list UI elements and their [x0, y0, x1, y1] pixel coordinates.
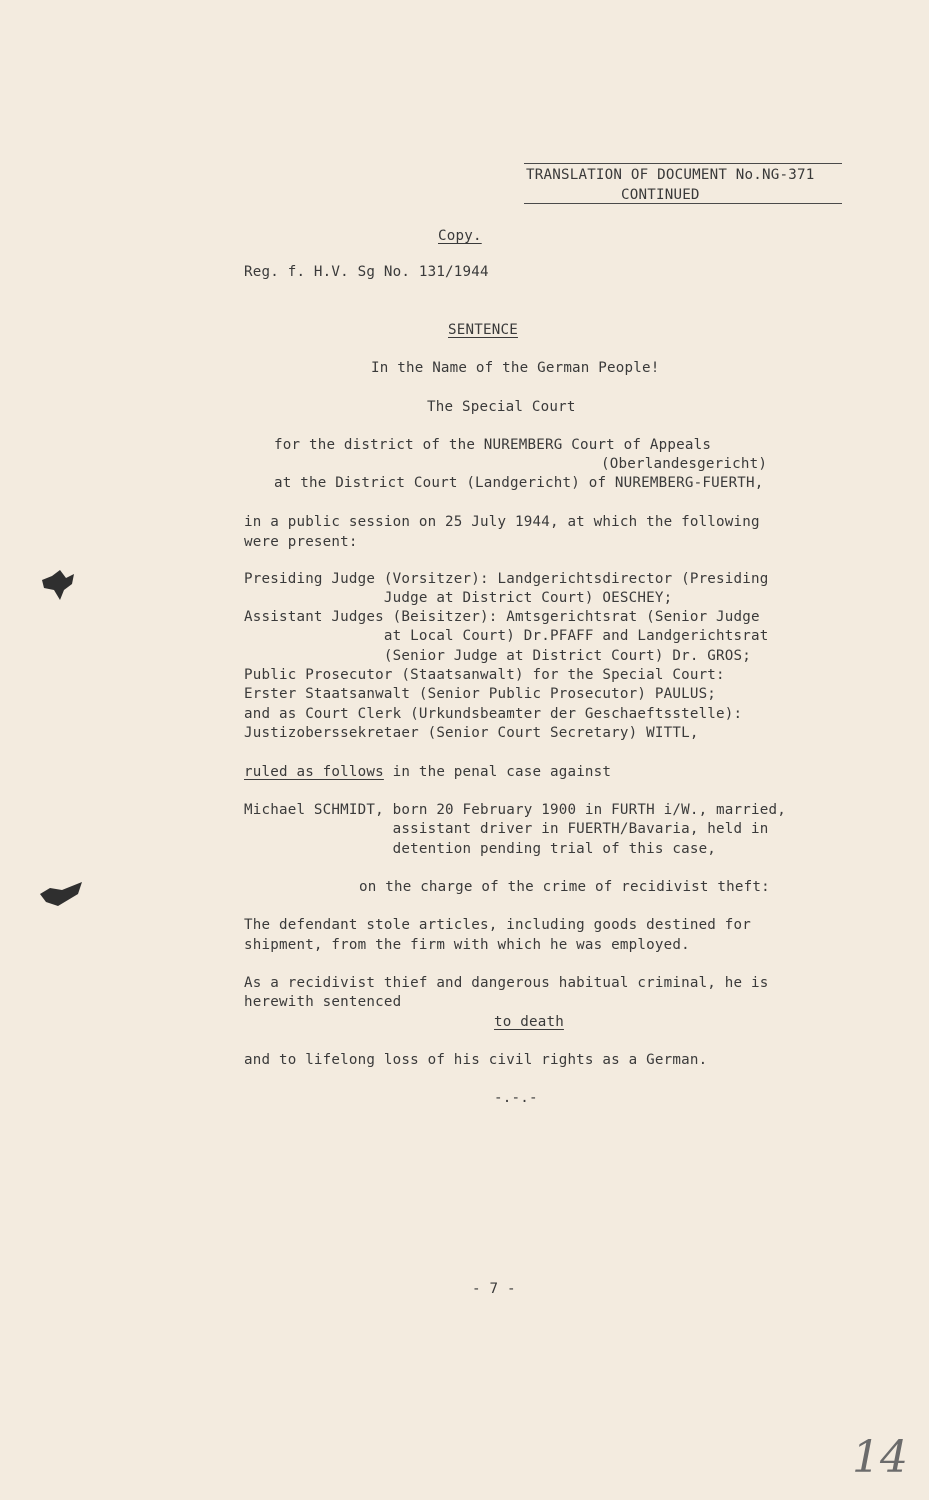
special-court-line: The Special Court — [427, 399, 576, 415]
header-bottom-rule — [524, 203, 842, 204]
present-line: Assistant Judges (Beisitzer): Amtsgerichtsrat (Senior Judge — [244, 609, 760, 625]
facts-line: The defendant stole articles, including goods destined for — [244, 917, 752, 933]
translation-header: TRANSLATION OF DOCUMENT No.NG-371 — [526, 167, 815, 183]
present-line: Public Prosecutor (Staatsanwalt) for the Special Court: — [244, 667, 725, 683]
present-line: Erster Staatsanwalt (Senior Public Prosecutor) PAULUS; — [244, 686, 717, 702]
page-number: - 7 - — [472, 1281, 516, 1297]
registration-line: Reg. f. H.V. Sg No. 131/1944 — [244, 264, 489, 280]
ruled-rest: in the penal case against — [383, 764, 612, 780]
present-line: at Local Court) Dr.PFAFF and Landgerichtsrat — [244, 628, 769, 644]
present-line: Judge at District Court) OESCHEY; — [244, 590, 673, 606]
ruled-underlined: ruled as follows — [244, 764, 384, 780]
session-line-1: in a public session on 25 July 1944, at which the following — [244, 514, 760, 530]
ruled-line — [244, 763, 611, 782]
punch-hole-top — [38, 566, 92, 606]
sentence-title: SENTENCE — [448, 322, 518, 338]
continued-label: CONTINUED — [621, 187, 700, 203]
copy-label: Copy. — [438, 228, 482, 244]
district-line-2: (Oberlandesgericht) — [601, 456, 768, 472]
present-line: (Senior Judge at District Court) Dr. GROS; — [244, 648, 752, 664]
punch-hole-bottom — [38, 880, 88, 914]
defendant-line: detention pending trial of this case, — [244, 841, 717, 857]
header-top-rule — [524, 163, 842, 164]
verdict-line: herewith sentenced — [244, 994, 402, 1010]
defendant-line: Michael SCHMIDT, born 20 February 1900 in FURTH i/W., married, — [244, 802, 786, 818]
defendant-line: assistant driver in FUERTH/Bavaria, held in — [244, 821, 769, 837]
handwritten-page-number: 14 — [852, 1432, 908, 1483]
district-line-1: for the district of the NUREMBERG Court of Appeals — [274, 437, 712, 453]
charge-line: on the charge of the crime of recidivist theft: — [359, 879, 770, 895]
present-line: Justizoberssekretaer (Senior Court Secretary) WITTL, — [244, 725, 699, 741]
penalty-line: to death — [494, 1014, 564, 1030]
facts-line: shipment, from the firm with which he was employed. — [244, 937, 690, 953]
verdict-line: As a recidivist thief and dangerous habitual criminal, he is — [244, 975, 769, 991]
district-line-3: at the District Court (Landgericht) of NUREMBERG-FUERTH, — [274, 475, 764, 491]
name-of-people-line: In the Name of the German People! — [371, 360, 660, 376]
session-line-2: were present: — [244, 534, 358, 550]
civil-rights-line: and to lifelong loss of his civil rights as a German. — [244, 1052, 708, 1068]
present-line: Presiding Judge (Vorsitzer): Landgerichtsdirector (Presiding — [244, 571, 769, 587]
separator-mark: -.-.- — [494, 1090, 538, 1106]
present-line: and as Court Clerk (Urkundsbeamter der Geschaeftsstelle): — [244, 706, 743, 722]
